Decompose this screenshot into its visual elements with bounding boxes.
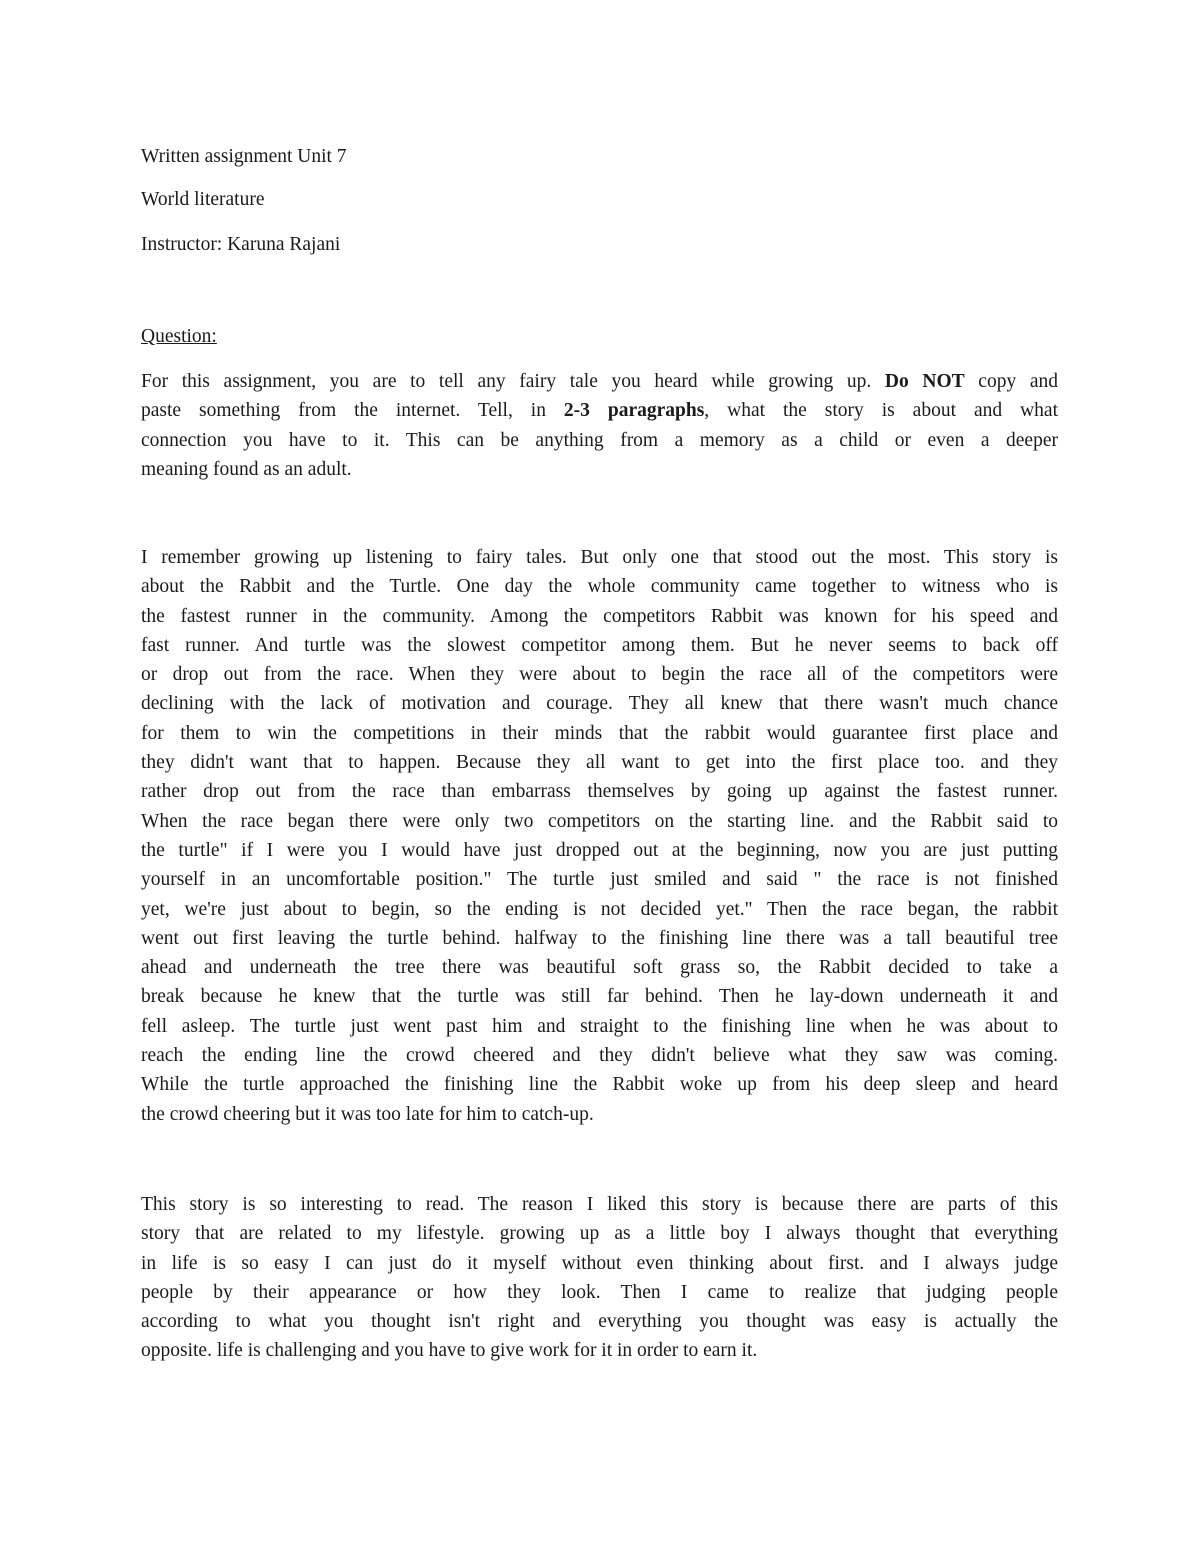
story-line: fast runner. And turtle was the slowest competitor among them. But he never seems to back off bbox=[141, 634, 1058, 656]
reflection-paragraph bbox=[141, 1190, 1058, 1366]
story-line: I remember growing up listening to fairy tales. But only one that stood out the most. This story is bbox=[141, 547, 1058, 568]
emphasis-paragraph-count: 2-3 paragraphs bbox=[563, 400, 705, 422]
story-line: reach the ending line the crowd cheered and they didn't believe what they saw was coming. bbox=[141, 1045, 1058, 1067]
story-line: for them to win the competitions in their minds that the rabbit would guarantee first place and bbox=[141, 722, 1058, 744]
story-line: While the turtle approached the finishing line the Rabbit woke up from his deep sleep and heard bbox=[141, 1074, 1058, 1096]
story-line: or drop out from the race. When they were about to begin the race all of the competitors were bbox=[141, 664, 1058, 686]
story-line: fell asleep. The turtle just went past him and straight to the finishing line when he was about to bbox=[141, 1015, 1058, 1037]
story-line: When the race began there were only two competitors on the starting line. and the Rabbit said to bbox=[141, 810, 1058, 832]
prompt-line: meaning found as an adult. bbox=[141, 458, 352, 480]
story-line: declining with the lack of motivation and courage. They all knew that there wasn't much chance bbox=[141, 693, 1058, 715]
story-line: the crowd cheering but it was too late for him to catch-up. bbox=[141, 1103, 594, 1125]
prompt-line: For this assignment, you are to tell any fairy tale you heard while growing up. Do NOT copy and bbox=[141, 371, 1058, 392]
question-label: Question: bbox=[141, 326, 217, 347]
story-line: ahead and underneath the tree there was beautiful soft grass so, the Rabbit decided to take a bbox=[141, 957, 1058, 979]
story-line: about the Rabbit and the Turtle. One day the whole community came together to witness who is bbox=[141, 576, 1058, 598]
reflection-line: This story is so interesting to read. The reason I liked this story is because there are parts of this bbox=[141, 1194, 1058, 1215]
reflection-line: opposite. life is challenging and you have to give work for it in order to earn it. bbox=[141, 1340, 758, 1362]
story-line: break because he knew that the turtle was still far behind. Then he lay-down underneath it and bbox=[141, 986, 1058, 1008]
story-line: went out first leaving the turtle behind. halfway to the finishing line there was a tall beautiful tree bbox=[141, 927, 1058, 949]
emphasis-do-not: Do NOT bbox=[884, 371, 965, 392]
story-line: they didn't want that to happen. Because they all want to get into the first place too. and they bbox=[141, 752, 1058, 774]
story-line: rather drop out from the race than embarrass themselves by going up against the fastest runner. bbox=[141, 781, 1058, 803]
story-line: yet, we're just about to begin, so the ending is not decided yet." Then the race began, the rabbit bbox=[141, 898, 1058, 920]
question-prompt bbox=[141, 367, 1058, 484]
assignment-title: Written assignment Unit 7 bbox=[141, 146, 347, 167]
story-line: yourself in an uncomfortable position." The turtle just smiled and said " the race is not finished bbox=[141, 869, 1058, 891]
instructor-name: Instructor: Karuna Rajani bbox=[141, 234, 341, 255]
prompt-line: paste something from the internet. Tell, in 2-3 paragraphs, what the story is about and what bbox=[141, 400, 1058, 422]
story-paragraph bbox=[141, 543, 1058, 1129]
story-line: the fastest runner in the community. Among the competitors Rabbit was known for his speed and bbox=[141, 605, 1058, 627]
story-line: the turtle" if I were you I would have just dropped out at the beginning, now you are just putting bbox=[141, 839, 1058, 861]
reflection-line: story that are related to my lifestyle. growing up as a little boy I always thought that everything bbox=[141, 1223, 1058, 1245]
course-name: World literature bbox=[141, 189, 265, 210]
prompt-line: connection you have to it. This can be anything from a memory as a child or even a deeper bbox=[141, 429, 1058, 451]
reflection-line: according to what you thought isn't right and everything you thought was easy is actually the bbox=[141, 1311, 1058, 1333]
reflection-line: in life is so easy I can just do it myself without even thinking about first. and I always judge bbox=[141, 1252, 1058, 1274]
reflection-line: people by their appearance or how they look. Then I came to realize that judging people bbox=[141, 1281, 1058, 1303]
